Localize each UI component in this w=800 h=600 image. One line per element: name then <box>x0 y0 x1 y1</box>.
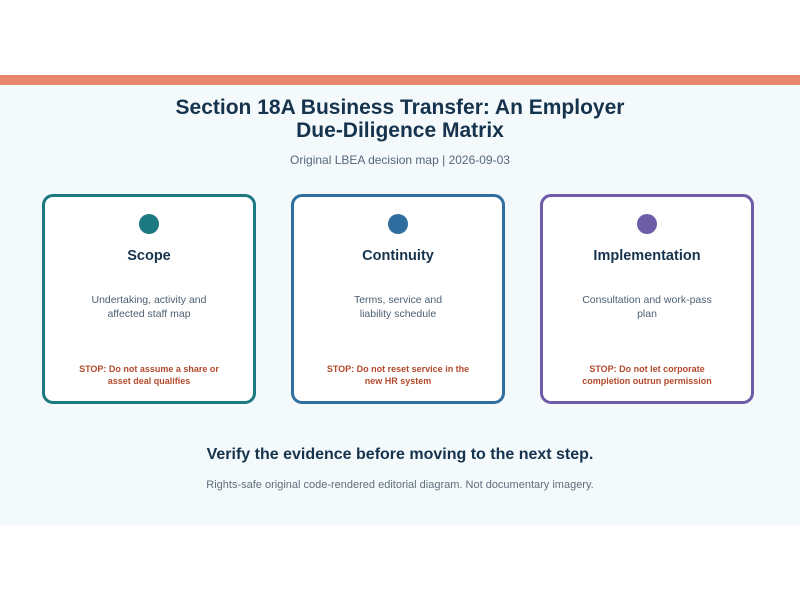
card-stop-line: STOP: Do not assume a share or <box>79 364 219 374</box>
card-description <box>70 293 228 321</box>
title-line-2: Due-Diligence Matrix <box>296 119 504 142</box>
scope-dot-icon <box>139 214 159 234</box>
footer-note: Rights-safe original code-rendered editorial diagram. Not documentary imagery. <box>206 479 594 491</box>
implementation-dot-icon <box>637 214 657 234</box>
continuity-dot-icon <box>388 214 408 234</box>
card-title: Scope <box>127 248 171 264</box>
card-continuity <box>291 194 505 404</box>
title-line-1: Section 18A Business Transfer: An Employer <box>175 96 625 119</box>
card-description-line: liability schedule <box>359 308 437 320</box>
card-stop-warning <box>308 363 488 387</box>
card-description-line: Consultation and work-pass <box>582 294 712 306</box>
card-description-line: affected staff map <box>107 308 191 320</box>
card-description-line: plan <box>637 308 657 320</box>
card-stop-line: asset deal qualifies <box>107 376 191 386</box>
card-title: Continuity <box>362 248 434 264</box>
card-stop-warning <box>59 363 239 387</box>
card-description-line: Undertaking, activity and <box>91 294 207 306</box>
card-implementation <box>540 194 754 404</box>
card-description <box>319 293 477 321</box>
accent-bar <box>0 75 800 85</box>
card-scope <box>42 194 256 404</box>
card-description-line: Terms, service and <box>353 294 443 306</box>
diagram-title <box>100 96 700 142</box>
card-description <box>568 293 726 321</box>
card-stop-line: new HR system <box>364 376 432 386</box>
card-stop-line: STOP: Do not reset service in the <box>326 364 470 374</box>
verify-callout: Verify the evidence before moving to the next step. <box>206 446 594 463</box>
card-stop-line: completion outrun permission <box>582 376 712 386</box>
card-stop-line: STOP: Do not let corporate <box>589 364 705 374</box>
card-title: Implementation <box>593 248 701 264</box>
card-stop-warning <box>557 363 737 387</box>
diagram-subtitle: Original LBEA decision map | 2026-09-03 <box>290 153 510 167</box>
